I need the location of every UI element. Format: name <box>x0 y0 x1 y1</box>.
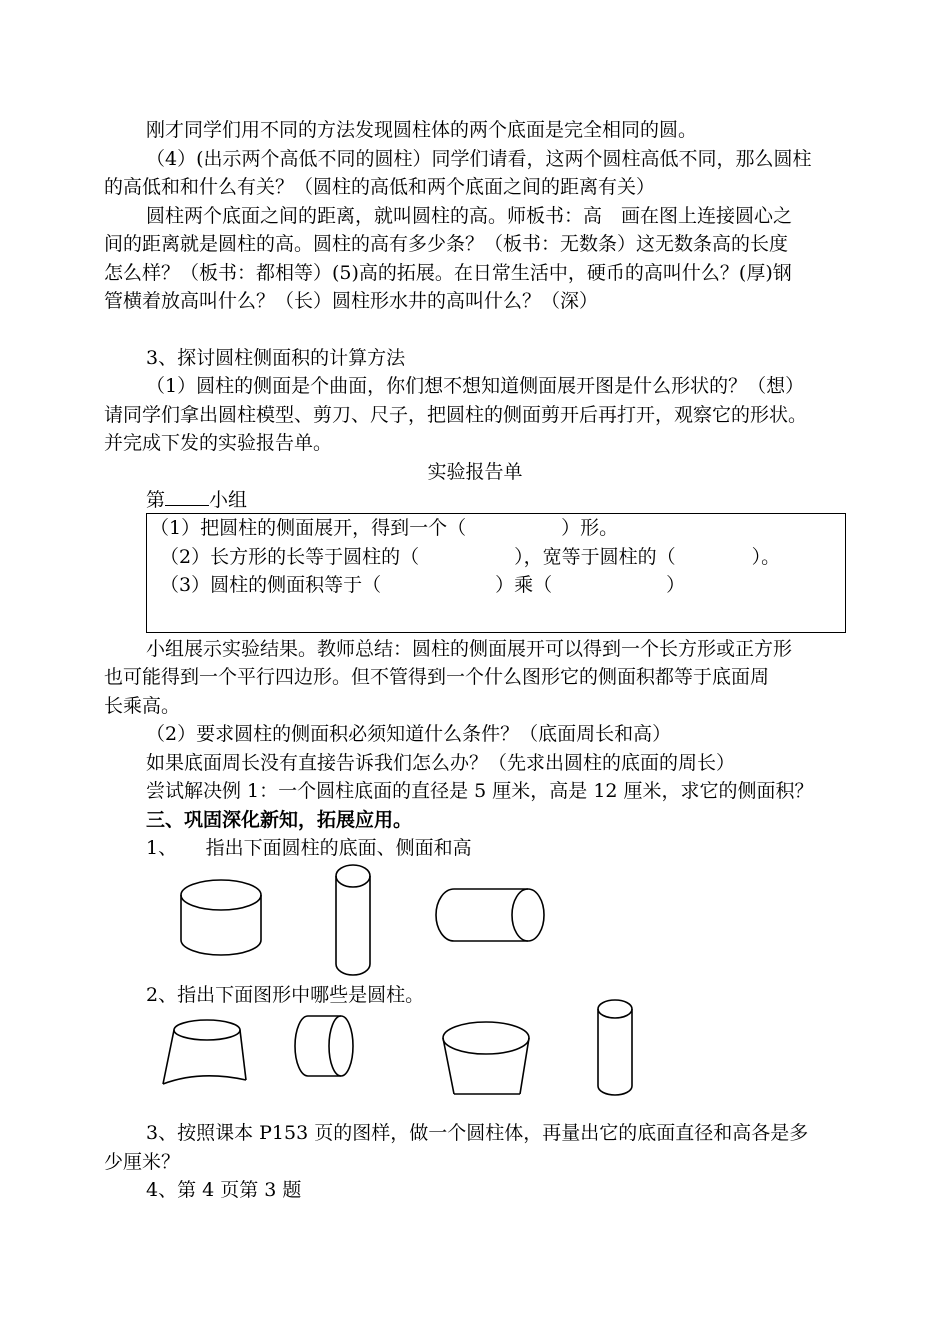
paragraph-line: 的高低和和什么有关？（圆柱的高低和两个底面之间的距离有关） <box>104 176 656 198</box>
paragraph-line: 小组展示实验结果。教师总结：圆柱的侧面展开可以得到一个长方形或正方形 <box>146 638 793 660</box>
bowl-frustum-figure <box>440 1018 532 1100</box>
exercise-line: 4、第 4 页第 3 题 <box>146 1179 302 1201</box>
group-prefix: 第 <box>146 489 166 511</box>
paragraph-line: 刚才同学们用不同的方法发现圆柱体的两个底面是完全相同的圆。 <box>146 119 698 141</box>
cylinder-thin-figure <box>596 998 636 1098</box>
paragraph-line: 长乘高。 <box>104 695 181 717</box>
group-suffix: 小组 <box>209 489 248 511</box>
cylinder-horizontal-short-figure <box>292 1014 358 1080</box>
cylinder-horizontal-figure <box>432 886 550 948</box>
paragraph-line: （1）圆柱的侧面是个曲面，你们想不想知道侧面展开图是什么形状的？（想） <box>146 375 805 397</box>
paragraph-line: （4）(出示两个高低不同的圆柱）同学们请看，这两个圆柱高低不同，那么圆柱 <box>146 148 812 170</box>
frustum-curved-figure <box>160 1018 250 1094</box>
section-heading: 3、探讨圆柱侧面积的计算方法 <box>146 347 406 369</box>
paragraph-line: 请同学们拿出圆柱模型、剪刀、尺子，把圆柱的侧面剪开后再打开，观察它的形状。 <box>104 404 808 426</box>
group-blank <box>165 487 209 506</box>
paragraph-line: （2）要求圆柱的侧面积必须知道什么条件？（底面周长和高） <box>146 723 672 745</box>
exercise-line: 1、 指出下面圆柱的底面、侧面和高 <box>146 837 472 859</box>
report-line: （1）把圆柱的侧面展开，得到一个（ ）形。 <box>150 517 619 539</box>
group-label <box>146 487 247 512</box>
paragraph-line: 并完成下发的实验报告单。 <box>104 432 333 454</box>
exercise-line: 2、指出下面图形中哪些是圆柱。 <box>146 984 425 1006</box>
paragraph-line: 也可能得到一个平行四边形。但不管得到一个什么图形它的侧面积都等于底面周 <box>104 666 770 688</box>
paragraph-line: 怎么样？（板书：都相等）(5)高的拓展。在日常生活中，硬币的高叫什么？(厚)钢 <box>104 262 792 284</box>
report-line: （2）长方形的长等于圆柱的（ ），宽等于圆柱的（ ）。 <box>160 546 781 568</box>
exercise-line: 3、按照课本 P153 页的图样，做一个圆柱体，再量出它的底面直径和高各是多 <box>146 1122 809 1144</box>
report-line: （3）圆柱的侧面积等于（ ）乘（ ） <box>160 574 686 596</box>
paragraph-line: 圆柱两个底面之间的距离，就叫圆柱的高。师板书：高 画在图上连接圆心之 <box>146 205 793 227</box>
section-heading: 三、巩固深化新知，拓展应用。 <box>146 809 413 831</box>
paragraph-line: 如果底面周长没有直接告诉我们怎么办？（先求出圆柱的底面的周长） <box>146 752 736 774</box>
report-title: 实验报告单 <box>427 461 523 483</box>
cylinder-tall-figure <box>333 862 375 980</box>
paragraph-line: 间的距离就是圆柱的高。圆柱的高有多少条？（板书：无数条）这无数条高的长度 <box>104 233 789 255</box>
paragraph-line: 管横着放高叫什么？（长）圆柱形水井的高叫什么？（深） <box>104 290 599 312</box>
exercise-line: 少厘米？ <box>104 1151 181 1173</box>
paragraph-line: 尝试解决例 1：一个圆柱底面的直径是 5 厘米，高是 12 厘米，求它的侧面积？ <box>146 780 814 802</box>
cylinder-short-figure <box>178 878 264 958</box>
